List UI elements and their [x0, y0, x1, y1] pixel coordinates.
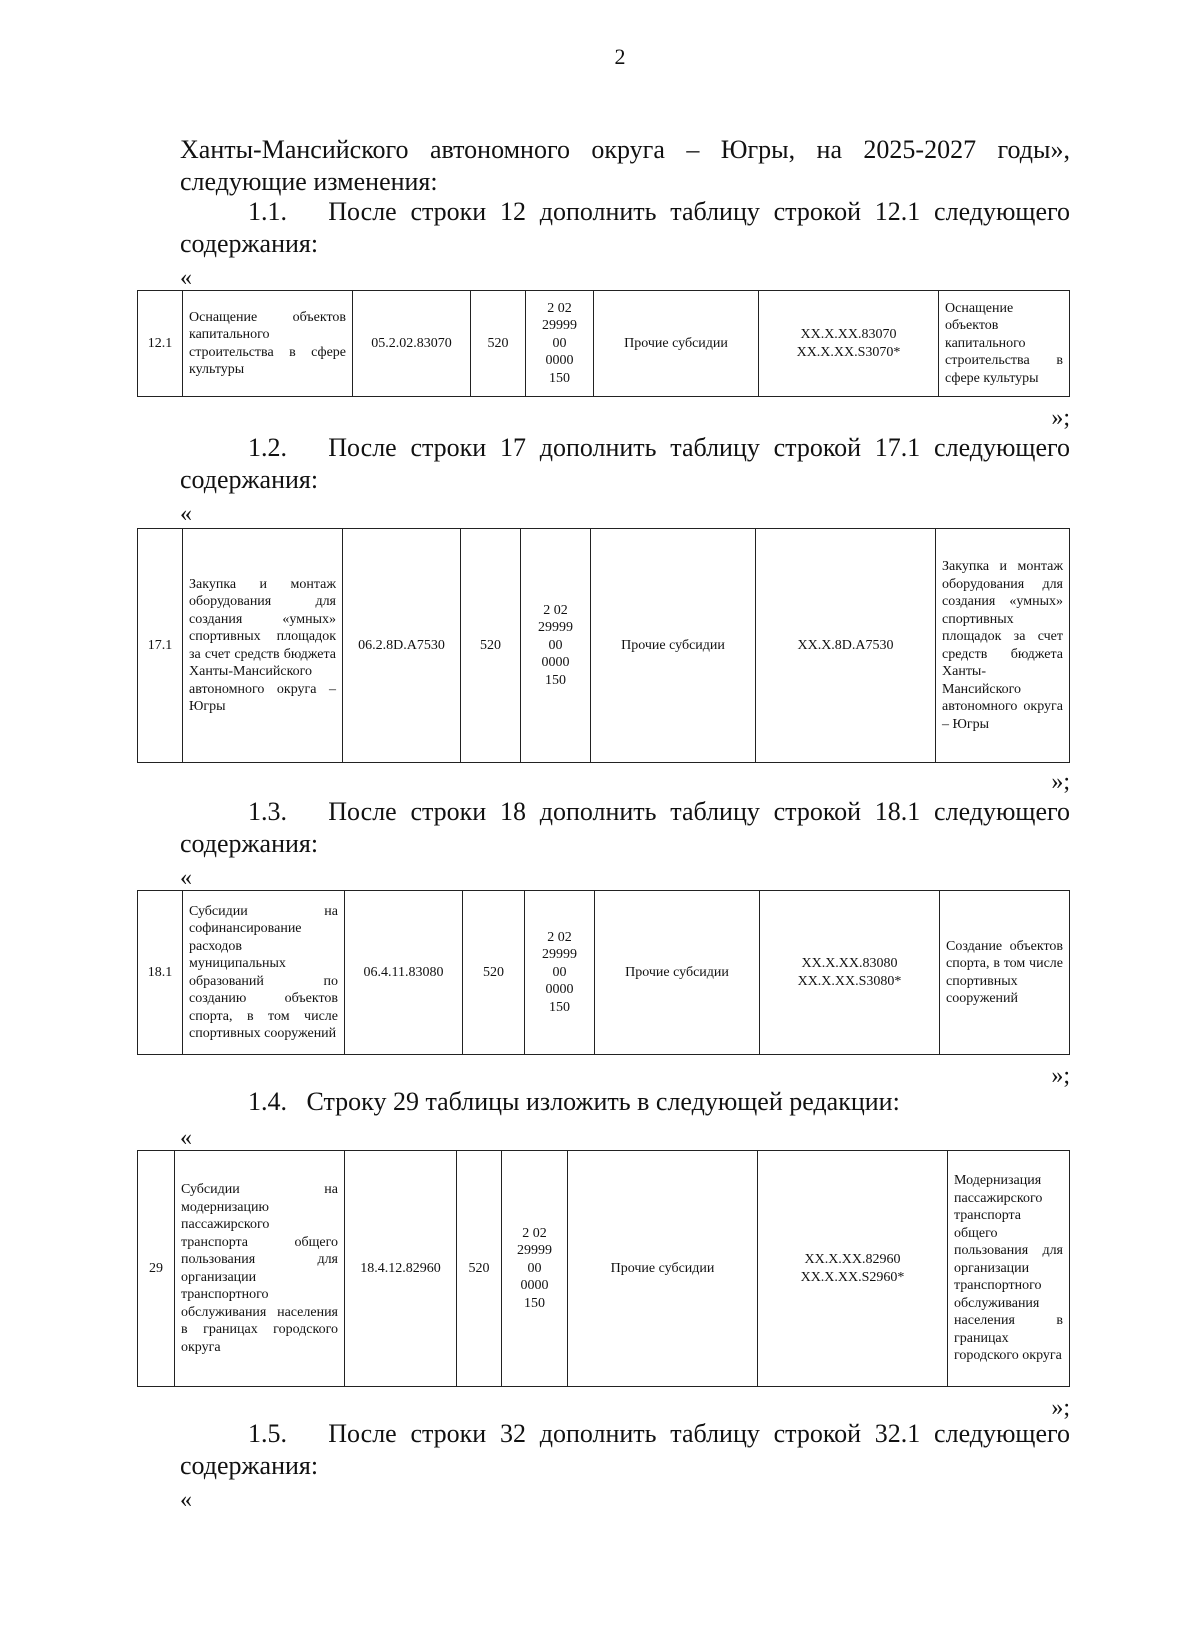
- quote-open: «: [180, 265, 192, 291]
- row-purpose: Закупка и монтаж оборудования для создания «умных» спортивных площадок за счет средств бюджета Ханты-Мансийского автономного округа – Югры: [936, 529, 1070, 763]
- quote-open: «: [180, 865, 192, 891]
- row-codes: XX.X.XX.83070 XX.X.XX.S3070*: [759, 291, 939, 397]
- row-kbk: 2 02 29999 00 0000 150: [502, 1151, 568, 1387]
- table-row-17-1: [137, 528, 1070, 763]
- quote-close: »;: [1051, 1063, 1070, 1089]
- item-number: 1.3.: [248, 797, 287, 826]
- row-kvr: 520: [471, 291, 526, 397]
- row-kbk: 2 02 29999 00 0000 150: [521, 529, 591, 763]
- item-text: Строку 29 таблицы изложить в следующей редакции:: [306, 1087, 900, 1116]
- row-code: 06.2.8D.A7530: [343, 529, 461, 763]
- item-1-4: [180, 1086, 1070, 1118]
- intro-text: Ханты-Мансийского автономного округа – Югры, на 2025-2027 годы», следующие изменения:: [180, 135, 1070, 196]
- quote-open: «: [180, 1487, 192, 1513]
- row-code: 05.2.02.83070: [353, 291, 471, 397]
- row-number: 18.1: [138, 891, 183, 1055]
- row-type: Прочие субсидии: [568, 1151, 758, 1387]
- page-number: 2: [614, 44, 626, 69]
- row-name: Субсидии на модернизацию пассажирского транспорта общего пользования для организации транспортного обслуживания населения в границах городского округа: [175, 1151, 345, 1387]
- quote-open: «: [180, 501, 192, 527]
- row-codes: XX.X.XX.82960 XX.X.XX.S2960*: [758, 1151, 948, 1387]
- row-kbk: 2 02 29999 00 0000 150: [526, 291, 594, 397]
- row-number: 29: [138, 1151, 175, 1387]
- row-type: Прочие субсидии: [594, 291, 759, 397]
- row-purpose: Оснащение объектов капитального строительства в сфере культуры: [939, 291, 1070, 397]
- row-type: Прочие субсидии: [591, 529, 756, 763]
- table-row-18-1: [137, 890, 1070, 1055]
- row-purpose: Создание объектов спорта, в том числе спортивных сооружений: [940, 891, 1070, 1055]
- row-number: 12.1: [138, 291, 183, 397]
- quote-close: »;: [1051, 769, 1070, 795]
- row-kvr: 520: [457, 1151, 502, 1387]
- row-kvr: 520: [463, 891, 525, 1055]
- row-code: 18.4.12.82960: [345, 1151, 457, 1387]
- row-kbk: 2 02 29999 00 0000 150: [525, 891, 595, 1055]
- row-codes: XX.X.XX.83080 XX.X.XX.S3080*: [760, 891, 940, 1055]
- row-kvr: 520: [461, 529, 521, 763]
- row-codes: XX.X.8D.A7530: [756, 529, 936, 763]
- item-1-5: [180, 1418, 1070, 1482]
- item-number: 1.5.: [248, 1419, 287, 1448]
- item-number: 1.1.: [248, 197, 287, 226]
- row-type: Прочие субсидии: [595, 891, 760, 1055]
- quote-close: »;: [1051, 405, 1070, 431]
- row-code: 06.4.11.83080: [345, 891, 463, 1055]
- item-text: После строки 32 дополнить таблицу строкой 32.1 следующего содержания:: [180, 1419, 1070, 1480]
- table-row-29: [137, 1150, 1070, 1387]
- table-row-12-1: [137, 290, 1070, 397]
- intro-paragraph: [180, 134, 1070, 198]
- item-1-3: [180, 796, 1070, 860]
- row-name: Оснащение объектов капитального строительства в сфере культуры: [183, 291, 353, 397]
- quote-close: »;: [1051, 1395, 1070, 1421]
- row-name: Закупка и монтаж оборудования для создания «умных» спортивных площадок за счет средств бюджета Ханты-Мансийского автономного округа – Югры: [183, 529, 343, 763]
- row-name: Субсидии на софинансирование расходов муниципальных образований по созданию объектов спорта, в том числе спортивных сооружений: [183, 891, 345, 1055]
- quote-open: «: [180, 1125, 192, 1151]
- item-1-2: [180, 432, 1070, 496]
- item-text: После строки 18 дополнить таблицу строкой 18.1 следующего содержания:: [180, 797, 1070, 858]
- item-1-1: [180, 196, 1070, 260]
- item-number: 1.2.: [248, 433, 287, 462]
- item-number: 1.4.: [248, 1087, 287, 1116]
- item-text: После строки 12 дополнить таблицу строкой 12.1 следующего содержания:: [180, 197, 1070, 258]
- item-text: После строки 17 дополнить таблицу строкой 17.1 следующего содержания:: [180, 433, 1070, 494]
- row-number: 17.1: [138, 529, 183, 763]
- row-purpose: Модернизация пассажирского транспорта общего пользования для организации транспортного обслуживания населения в границах городского округа: [948, 1151, 1070, 1387]
